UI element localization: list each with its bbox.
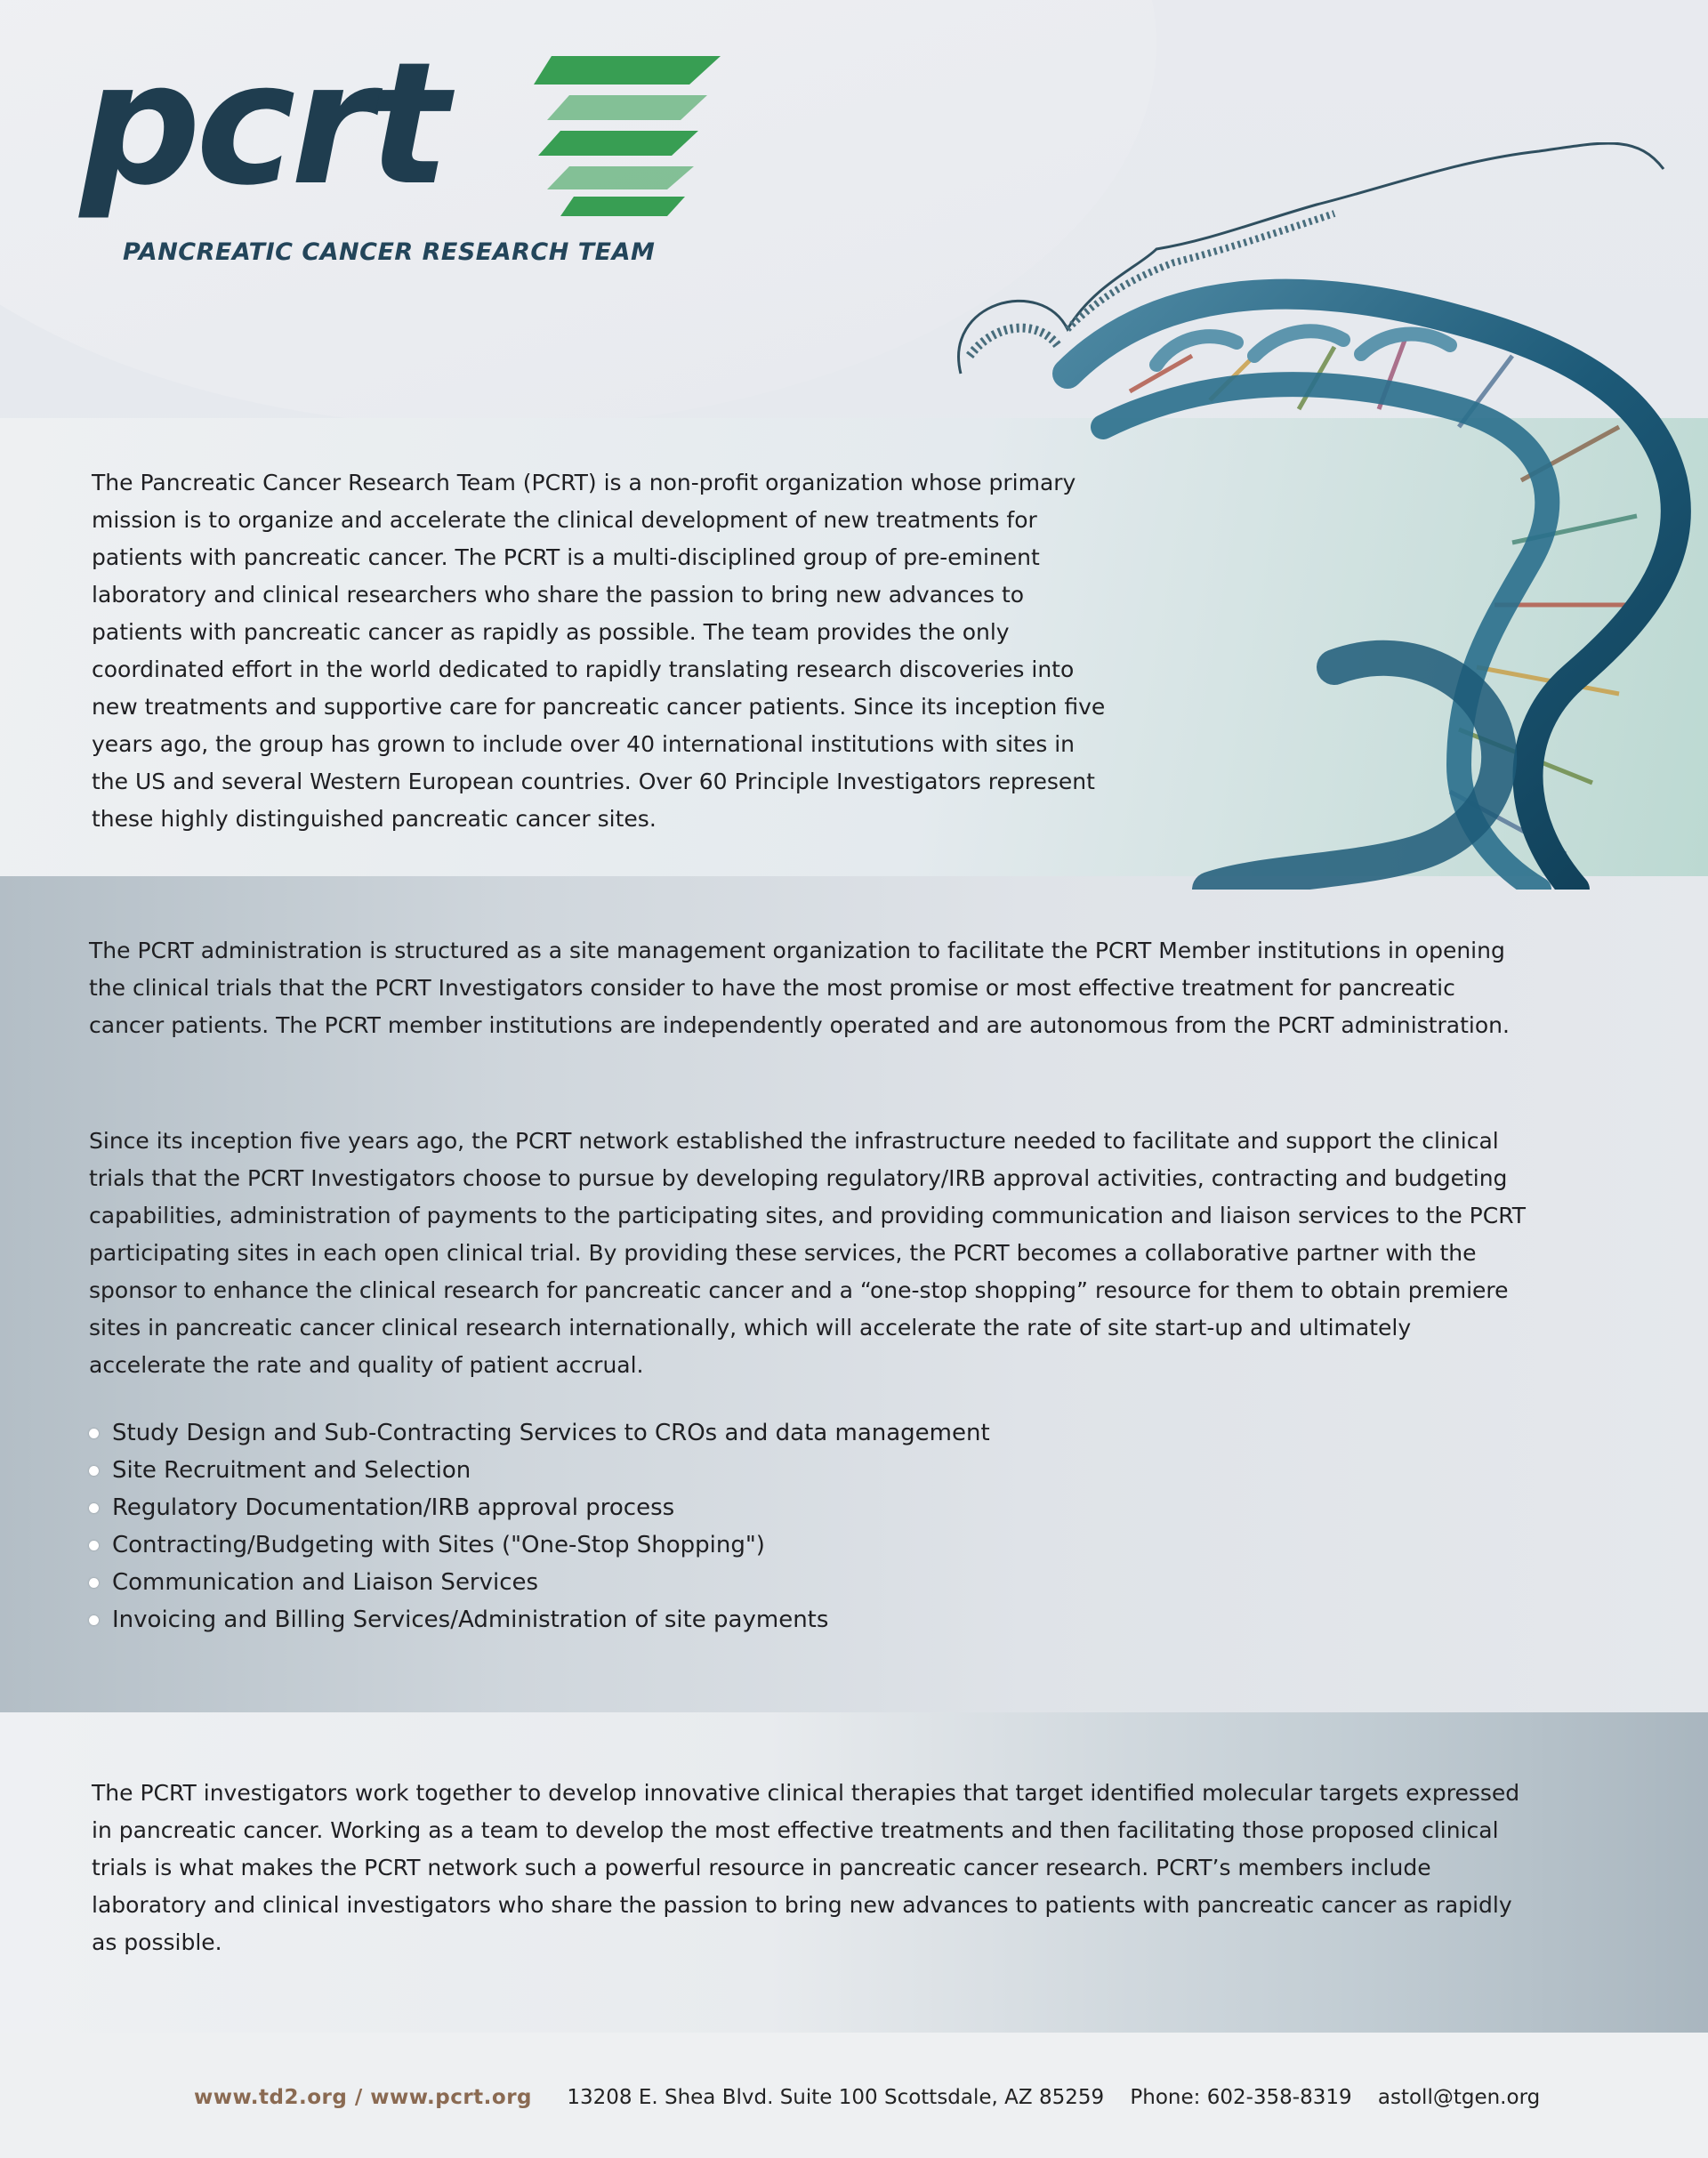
network-paragraph: Since its inception five years ago, the PCRT network established the infrastructure needed to facilitate and support the clinical trials that the PCRT Investigators choose to pursue by developing regulatory/IRB approval activities, contracting and budgeting capabilities, administration of payments to the participating sites, and providing communication and liaison services to the PCRT participating sites in each open clinical trial. By providing these services, the PCRT becomes a collaborative partner with the sponsor to enhance the clinical research for pancreatic cancer and a “one-stop shopping” resource for them to obtain premiere sites in pancreatic cancer clinical research internationally, which will accelerate the rate of site start-up and ultimately accelerate the rate and quality of patient accrual. (89, 1128, 1527, 1378)
footer-address: 13208 E. Shea Blvd. Suite 100 Scottsdale, AZ 85259 (567, 2086, 1105, 2109)
footer-contact (194, 2086, 1540, 2109)
list-item: Study Design and Sub-Contracting Services to CROs and data management (89, 1414, 990, 1452)
list-item: Invoicing and Billing Services/Administration of site payments (89, 1601, 990, 1639)
footer-phone: Phone: 602-358-8319 (1130, 2086, 1352, 2109)
bullet-icon (89, 1578, 99, 1588)
logo-tagline: PANCREATIC CANCER RESEARCH TEAM (123, 238, 656, 266)
list-item: Regulatory Documentation/IRB approval process (89, 1489, 990, 1526)
logo-wordmark: pcrt (80, 26, 445, 222)
pcrt-logo (80, 26, 738, 280)
bullet-icon (89, 1466, 99, 1476)
list-item: Contracting/Budgeting with Sites ("One-Stop Shopping") (89, 1526, 990, 1564)
intro-paragraph: The Pancreatic Cancer Research Team (PCRT) is a non-profit organization whose primary mission is to organize and accelerate the clinical development of new treatments for patients with pancreatic cancer. The PCRT is a multi-disciplined group of pre-eminent laboratory and clinical researchers who share the passion to bring new advances to patients with pancreatic cancer as rapidly as possible. The team provides the only coordinated effort in the world dedicated to rapidly translating research discoveries into new treatments and supportive care for pancreatic cancer patients. Since its inception five years ago, the group has grown to include over 40 international institutions with sites in the US and several Western European countries. Over 60 Principle Investigators represent these highly distinguished pancreatic cancer sites. (92, 470, 1106, 832)
logo-helix-icon (534, 49, 729, 218)
footer-websites-link[interactable]: www.td2.org / www.pcrt.org (194, 2086, 533, 2109)
bullet-icon (89, 1503, 99, 1513)
bullet-icon (89, 1429, 99, 1438)
administration-paragraph: The PCRT administration is structured as a site management organization to facilitate the PCRT Member institutions in opening the clinical trials that the PCRT Investigators consider to have the most promise or most effective treatment for pancreatic cancer patients. The PCRT member institutions are independently operated and are autonomous from the PCRT administration. (89, 938, 1510, 1038)
list-item: Communication and Liaison Services (89, 1564, 990, 1601)
list-item: Site Recruitment and Selection (89, 1452, 990, 1489)
bullet-icon (89, 1615, 99, 1625)
bullet-icon (89, 1541, 99, 1550)
footer-email-link[interactable]: astoll@tgen.org (1377, 2086, 1541, 2109)
services-list (89, 1414, 990, 1639)
investigators-paragraph: The PCRT investigators work together to develop innovative clinical therapies that target identified molecular targets expressed in pancreatic cancer. Working as a team to develop the most effective treatments and then facilitating those proposed clinical trials is what makes the PCRT network such a powerful resource in pancreatic cancer research. PCRT’s members include laboratory and clinical investigators who share the passion to bring new advances to patients with pancreatic cancer as rapidly as possible. (92, 1780, 1520, 1955)
